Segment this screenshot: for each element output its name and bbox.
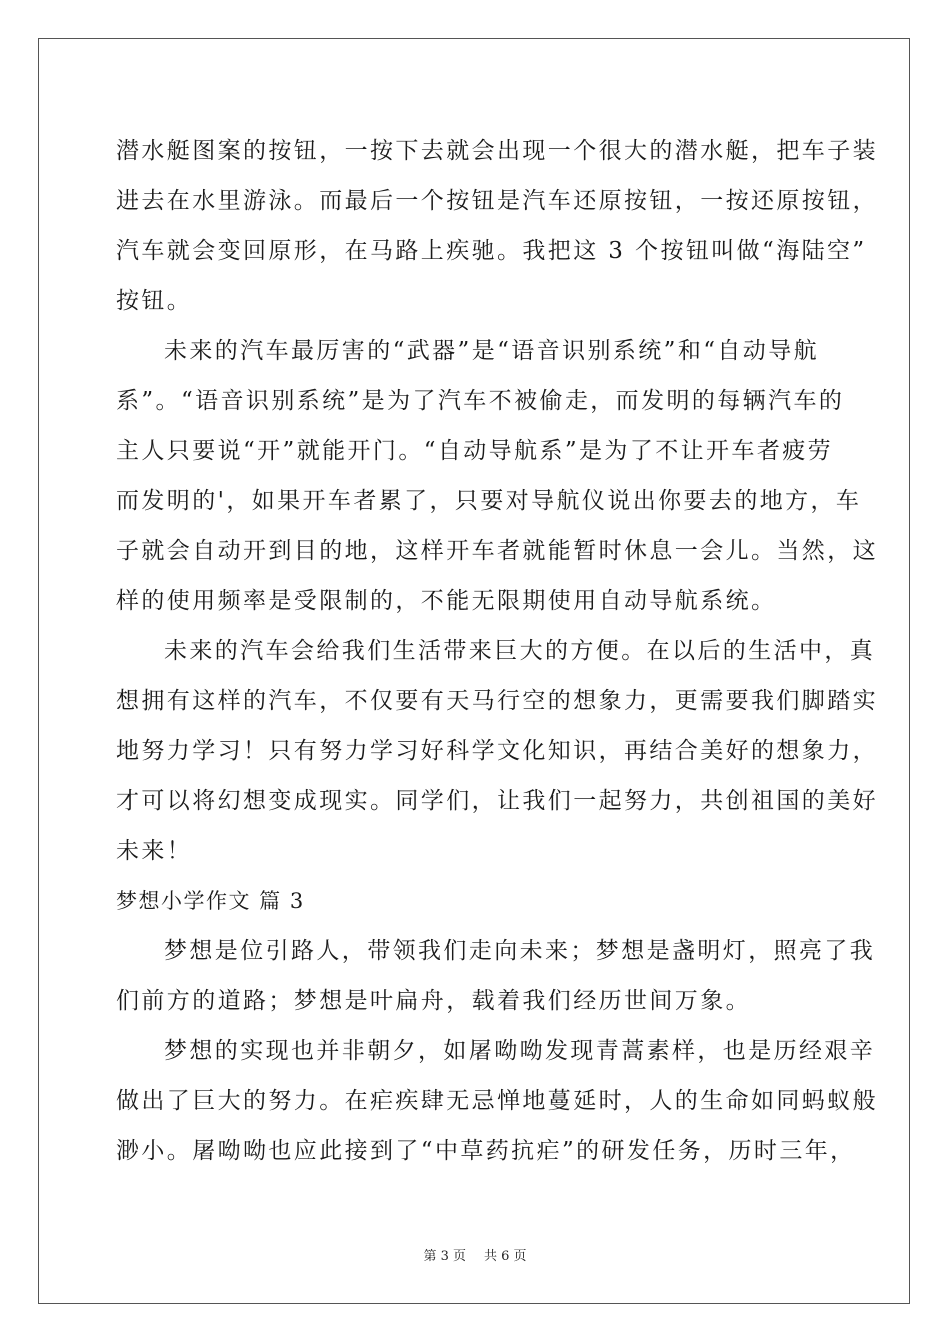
text-line: 才可以将幻想变成现实。同学们，让我们一起努力，共创祖国的美好 [116, 788, 878, 814]
text-line: 渺小。屠呦呦也应此接到了“中草药抗疟”的研发任务，历时三年， [116, 1138, 856, 1164]
text-line: 潜水艇图案的按钮，一按下去就会出现一个很大的潜水艇，把车子装 [116, 138, 878, 164]
paragraph-first-line: 未来的汽车最厉害的“武器”是“语音识别系统”和“自动导航 [164, 338, 819, 364]
text-line: 地努力学习！只有努力学习好科学文化知识，再结合美好的想象力， [116, 738, 878, 764]
paragraph-first-line: 未来的汽车会给我们生活带来巨大的方便。在以后的生活中，真 [164, 638, 876, 664]
section-heading: 梦想小学作文 篇 3 [116, 889, 305, 913]
text-line: 们前方的道路；梦想是叶扁舟，载着我们经历世间万象。 [116, 988, 751, 1014]
text-line: 未来！ [116, 838, 193, 864]
page-footer [0, 1247, 950, 1267]
text-line: 想拥有这样的汽车，不仅要有天马行空的想象力，更需要我们脚踏实 [116, 688, 878, 714]
text-line: 而发明的'，如果开车者累了，只要对导航仪说出你要去的地方，车 [116, 488, 862, 514]
text-line: 进去在水里游泳。而最后一个按钮是汽车还原按钮，一按还原按钮， [116, 188, 878, 214]
page-total: 共 6 页 [484, 1249, 527, 1264]
page-number: 第 3 页 [423, 1249, 466, 1264]
document-body [116, 126, 878, 1176]
text-line: 做出了巨大的努力。在疟疾肆无忌惮地蔓延时，人的生命如同蚂蚁般 [116, 1088, 878, 1114]
text-line: 主人只要说“开”就能开门。“自动导航系”是为了不让开车者疲劳 [116, 438, 834, 464]
text-line: 子就会自动开到目的地，这样开车者就能暂时休息一会儿。当然，这 [116, 538, 878, 564]
paragraph-first-line: 梦想是位引路人，带领我们走向未来；梦想是盏明灯，照亮了我 [164, 938, 876, 964]
text-line: 汽车就会变回原形，在马路上疾驰。我把这 3 个按钮叫做“海陆空” [116, 238, 867, 264]
text-line: 样的使用频率是受限制的，不能无限期使用自动导航系统。 [116, 588, 777, 614]
text-line: 按钮。 [116, 288, 193, 314]
text-line: 系”。“语音识别系统”是为了汽车不被偷走，而发明的每辆汽车的 [116, 388, 845, 414]
paragraph-first-line: 梦想的实现也并非朝夕，如屠呦呦发现青蒿素样，也是历经艰辛 [164, 1038, 876, 1064]
